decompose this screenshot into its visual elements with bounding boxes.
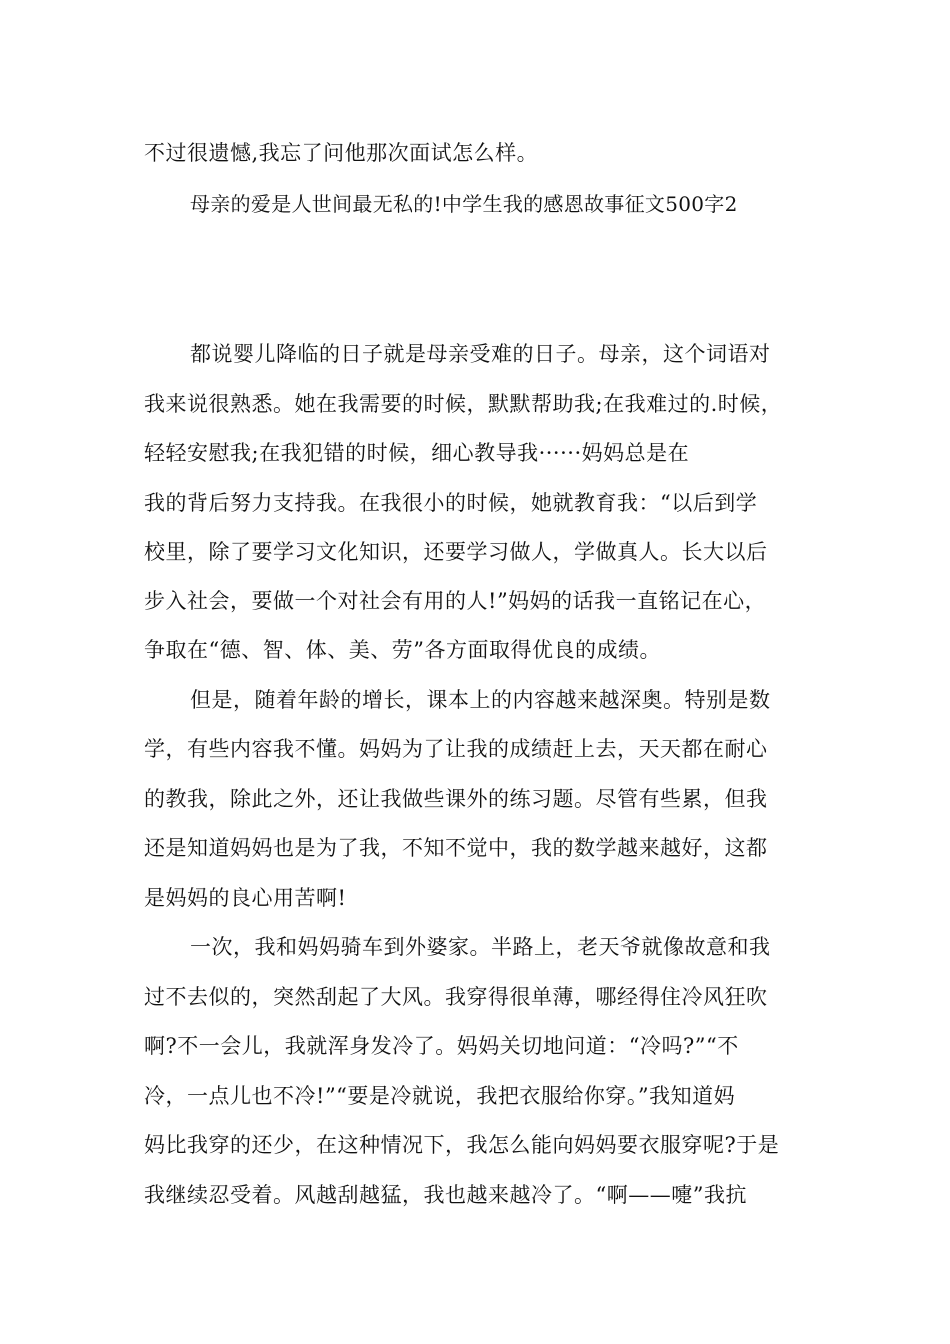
- paragraph-3-line-4: 冷，一点儿也不冷!”“要是冷就说，我把衣服给你穿。”我知道妈: [144, 1084, 736, 1108]
- paragraph-3-line-5: 妈比我穿的还少，在这种情况下，我怎么能向妈妈要衣服穿呢?于是: [144, 1133, 780, 1157]
- paragraph-1-line-6: 步入社会，要做一个对社会有用的人!”妈妈的话我一直铭记在心，: [144, 589, 767, 613]
- paragraph-1-line-3: 轻轻安慰我;在我犯错的时候，细心教导我······妈妈总是在: [144, 441, 690, 465]
- paragraph-1-line-5: 校里，除了要学习文化知识，还要学习做人，学做真人。长大以后: [144, 540, 768, 564]
- paragraph-3-line-6: 我继续忍受着。风越刮越猛，我也越来越冷了。“啊——嚏”我抗: [144, 1183, 747, 1207]
- paragraph-1-line-4: 我的背后努力支持我。在我很小的时候，她就教育我：“以后到学: [144, 491, 758, 515]
- paragraph-1-line-2: 我来说很熟悉。她在我需要的时候，默默帮助我;在我难过的.时候，: [144, 392, 783, 416]
- paragraph-1-line-7: 争取在“德、智、体、美、劳”各方面取得优良的成绩。: [144, 638, 661, 662]
- paragraph-2-line-1: 但是，随着年龄的增长，课本上的内容越来越深奥。特别是数: [190, 688, 771, 712]
- paragraph-2-line-2: 学，有些内容我不懂。妈妈为了让我的成绩赶上去，天天都在耐心: [144, 737, 768, 761]
- paragraph-2-line-5: 是妈妈的良心用苦啊!: [144, 886, 347, 910]
- article-title: 母亲的爱是人世间最无私的!中学生我的感恩故事征文500字2: [190, 192, 738, 216]
- paragraph-3-line-3: 啊?不一会儿，我就浑身发冷了。妈妈关切地问道：“冷吗?”“不: [144, 1034, 739, 1058]
- paragraph-2-line-3: 的教我，除此之外，还让我做些课外的练习题。尽管有些累，但我: [144, 787, 768, 811]
- intro-line: 不过很遗憾,我忘了问他那次面试怎么样。: [144, 141, 539, 165]
- paragraph-3-line-1: 一次，我和妈妈骑车到外婆家。半路上，老天爷就像故意和我: [190, 935, 771, 959]
- paragraph-1-line-1: 都说婴儿降临的日子就是母亲受难的日子。母亲，这个词语对: [190, 342, 771, 366]
- paragraph-2-line-4: 还是知道妈妈也是为了我，不知不觉中，我的数学越来越好，这都: [144, 836, 768, 860]
- paragraph-3-line-2: 过不去似的，突然刮起了大风。我穿得很单薄，哪经得住冷风狂吹: [144, 985, 768, 1009]
